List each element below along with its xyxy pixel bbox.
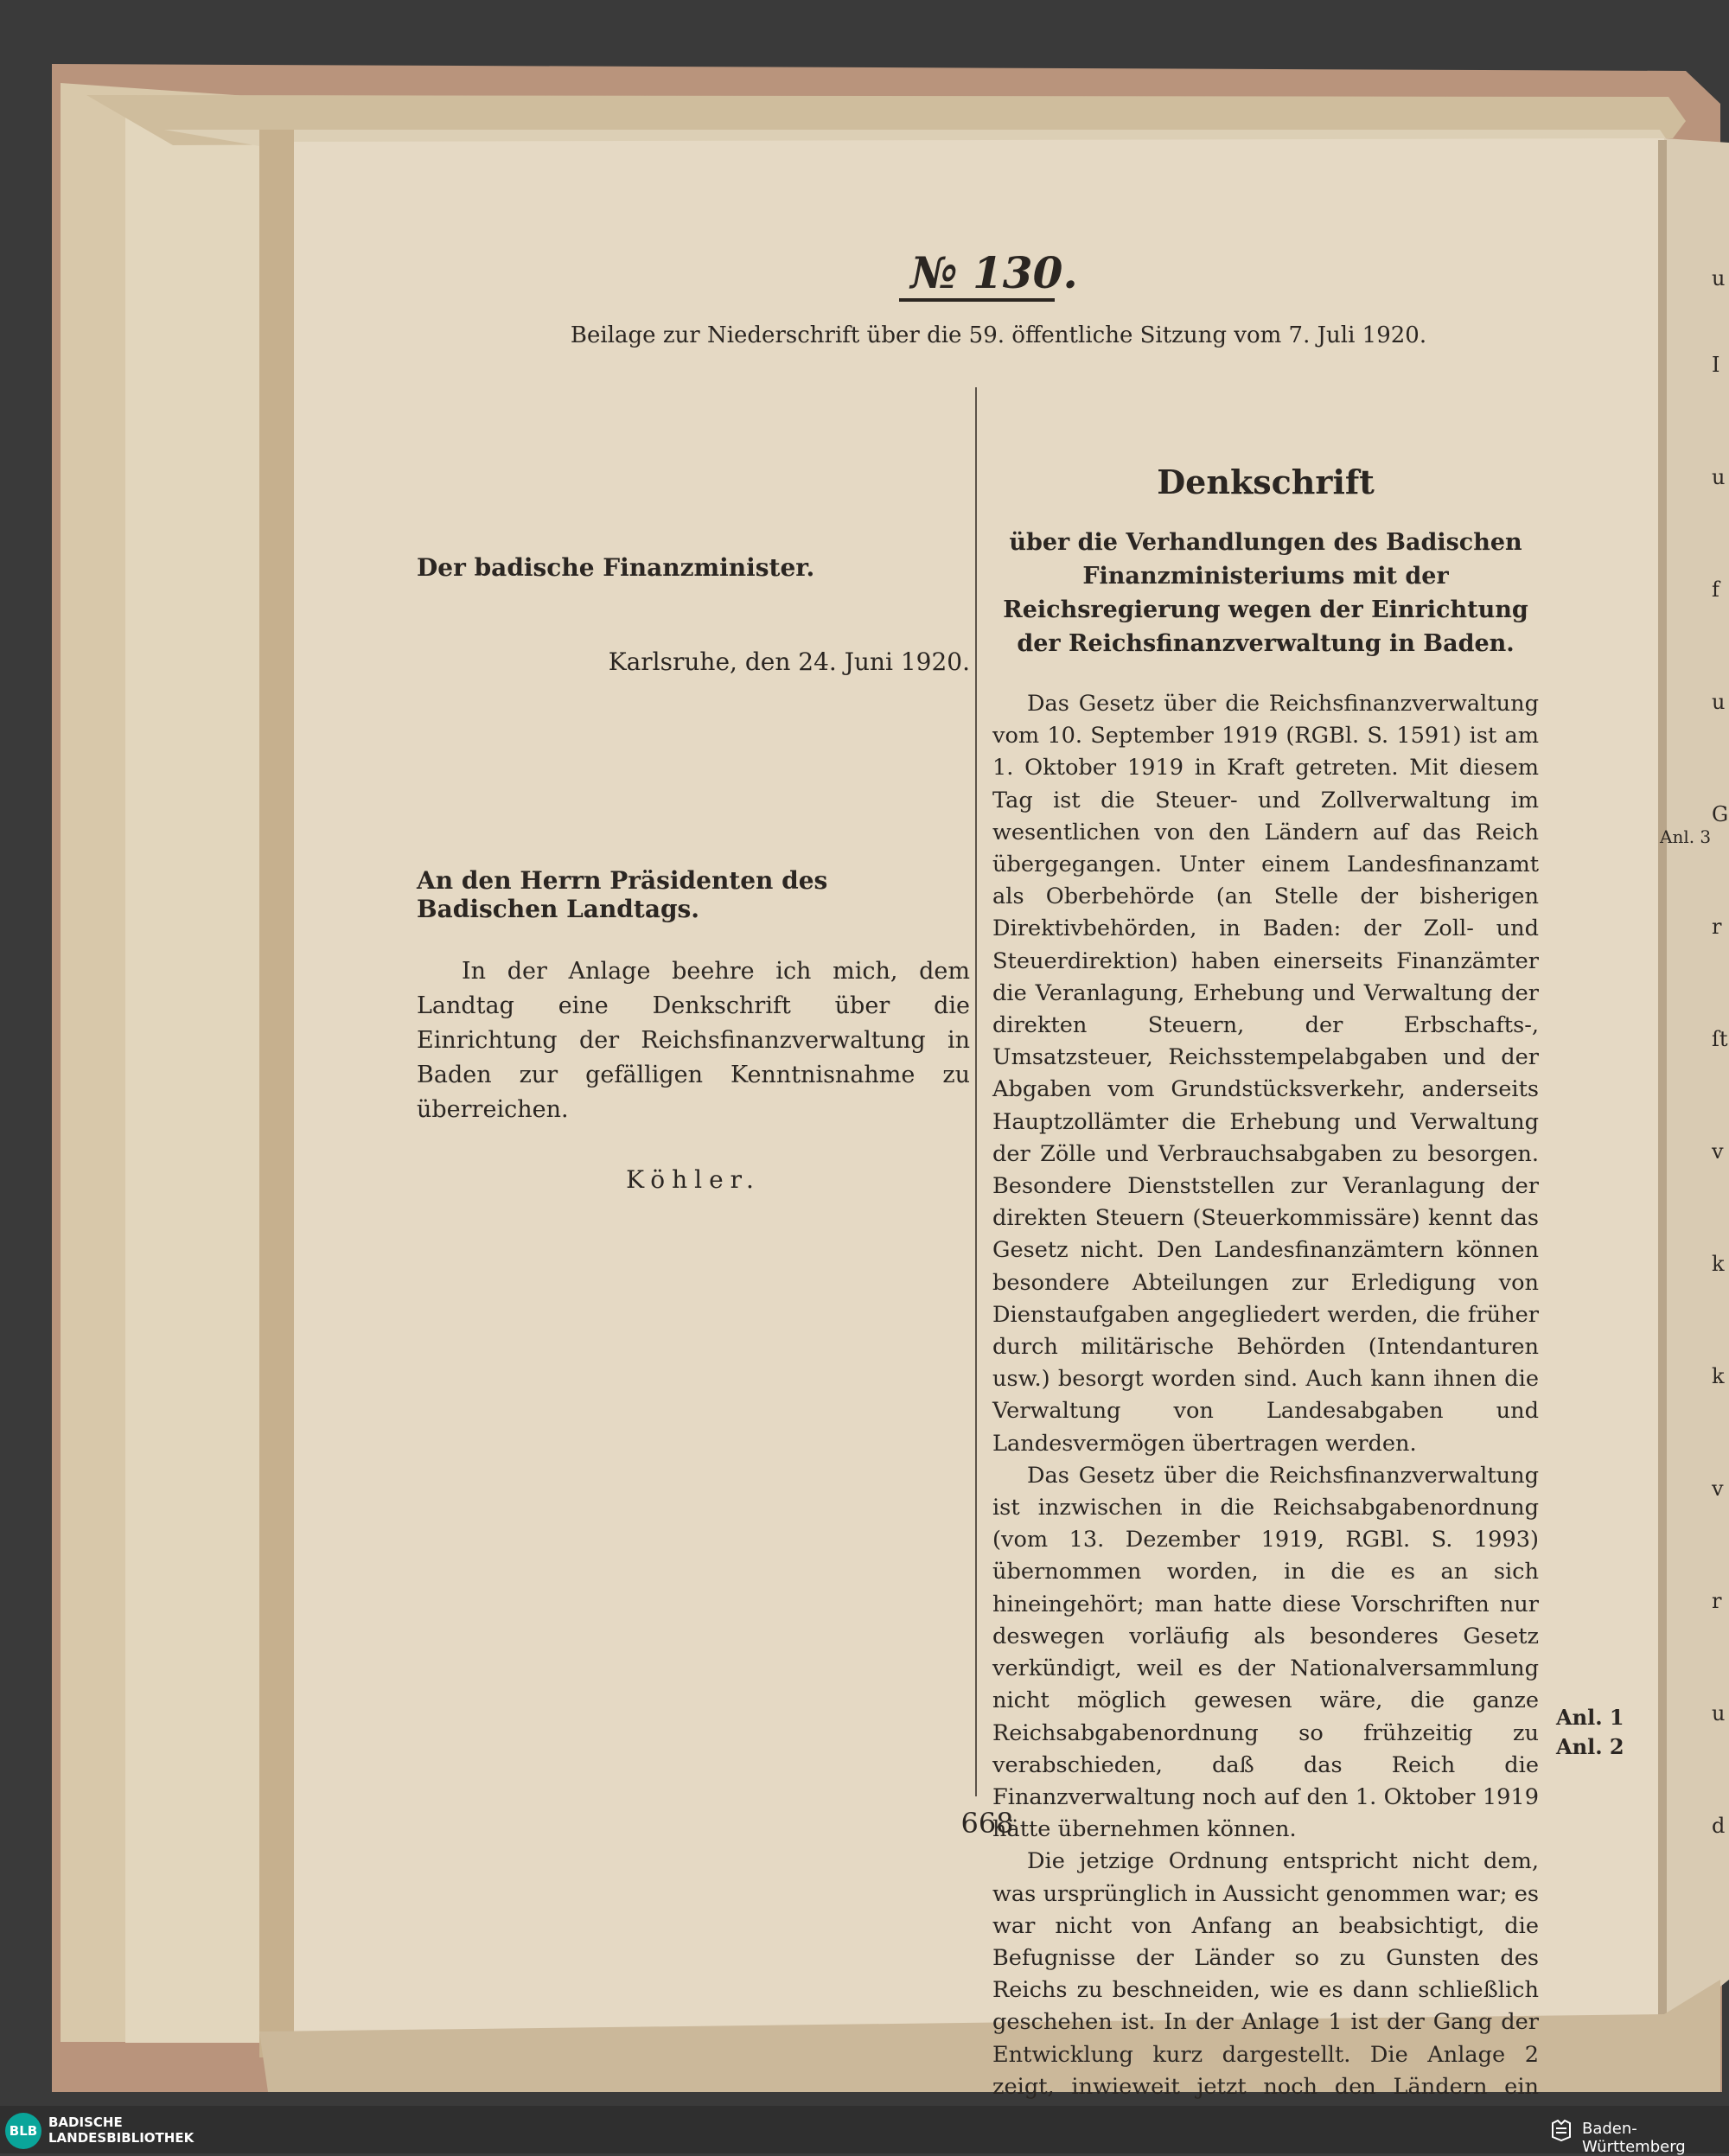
svg-text:v: v [1712, 1477, 1724, 1501]
library-name-line-2: LANDESBIBLIOTHEK [48, 2130, 195, 2146]
memo-paragraph-2: Das Gesetz über die Reichsfinanzverwaltung ist inzwischen in die Reichsabgabenordnung (vom 13. Dezember 1919, RGBl. S. 1993) übernommen worden, in die es an sich hineingehört; man hatte diese Vorschriften nur deswegen vorläufig als besonderes Gesetz verkündigt, weil es der Nationalversammlung nicht möglich gewesen wäre, die ganze Reichsabgabenordnung so frühzeitig zu verabschieden, daß das Reich die Finanzverwaltung noch auf den 1. Oktober 1919 hätte übernehmen können. [992, 1462, 1539, 1843]
letter-place-date: Karlsruhe, den 24. Juni 1920. [608, 647, 970, 676]
blb-logo[interactable]: BLB [5, 2113, 41, 2149]
library-name[interactable] [48, 2115, 194, 2146]
document-subtitle: Beilage zur Niederschrift über die 59. öffentliche Sitzung vom 7. Juli 1920. [570, 322, 1427, 348]
memo-paragraph-3: Die jetzige Ordnung entspricht nicht dem, was ursprünglich in Aussicht genommen war; es war nicht von Anfang an beabsichtigt, die Befugnisse der Länder so zu Gunsten des Reichs zu beschneiden, wie es dann schließlich geschehen ist. In der Anlage 1 ist der Gang der Entwicklung kurz dargestellt. Die Anlage 2 zeigt, inwieweit jetzt noch den Ländern ein [992, 1848, 1539, 2100]
library-name-line-1: BADISCHE [48, 2115, 123, 2130]
svg-text:u: u [1712, 1701, 1726, 1725]
svg-text:Anl. 3: Anl. 3 [1660, 826, 1712, 847]
letter-sender: Der badische Finanzminister. [417, 553, 815, 582]
memorandum [992, 462, 1539, 2135]
memo-title: Denkschrift [1157, 462, 1375, 501]
svg-text:f: f [1712, 577, 1719, 602]
column-divider [975, 387, 977, 1796]
margin-note-anl-2: Anl. 2 [1556, 1734, 1624, 1759]
baden-wuerttemberg-logo-icon[interactable] [1549, 2116, 1577, 2144]
svg-text:ſt: ſt [1712, 1027, 1728, 1051]
letter-signature: Köhler. [626, 1165, 761, 1194]
svg-text:u: u [1712, 266, 1726, 290]
next-page-edge [1664, 138, 1729, 2032]
svg-text:r: r [1712, 1589, 1722, 1613]
svg-text:d: d [1712, 1814, 1726, 1838]
svg-text:u: u [1712, 690, 1726, 714]
margin-note-anl-1: Anl. 1 [1556, 1705, 1624, 1730]
memo-paragraph-1: Das Gesetz über die Reichsfinanzverwaltung vom 10. September 1919 (RGBl. S. 1591) ist am 1. Oktober 1919 in Kraft getreten. Mit diesem Tag ist die Steuer- und Zollverwaltung im wesentlichen von den Ländern auf das Reich übergegangen. Unter einem Landesfinanzamt als Oberbehörde (an Stelle der bisherigen Direktivbehörden, in Baden: der Zoll- und Steuerdirektion) haben einerseits Finanzämter die Veranlagung, Erhebung und Verwaltung der direkten Steuern, der Erbschafts-, Umsatzsteuer, Reichsstempelabgaben und der Abgaben vom Grundstücksverkehr, anderseits Hauptzollämter die Erhebung und Verwaltung der Zölle und Verbrauchsabgaben zu besorgen. Besondere Dienststellen zur Veranlagung der direkten Steuern (Steuerkommissäre) kennt das Gesetz nicht. Den Landesfinanzämtern können besondere Abteilungen zur Erledigung von Dienstaufgaben angegliedert werden, die früher durch militärische Behörden (Intendanturen usw.) besorgt worden sind. Auch kann ihnen die Verwaltung von Landesabgaben und Landesvermögen übertragen werden. [992, 691, 1539, 1457]
svg-text:r: r [1712, 915, 1722, 939]
svg-text:G: G [1712, 802, 1729, 826]
svg-text:k: k [1712, 1252, 1725, 1276]
memo-subtitle: über die Verhandlungen des Badischen Finanzministeriums mit der Reichsregierung wegen der Einrichtung der Reichsfinanzverwaltung in Baden. [1003, 529, 1528, 657]
svg-text:I: I [1712, 353, 1720, 377]
letter-body: In der Anlage beehre ich mich, dem Landtag eine Denkschrift über die Einrichtung der Reichsfinanzverwaltung in Baden zur gefälligen Kenntnisnahme zu überreichen. [417, 958, 970, 1123]
svg-text:v: v [1712, 1139, 1724, 1164]
svg-text:k: k [1712, 1364, 1725, 1388]
title-underline [899, 298, 1055, 302]
document-number: № 130. [910, 247, 1078, 298]
page-number: 668 [960, 1807, 1014, 1840]
letter-addressee: An den Herrn Präsidenten des Badischen Landtags. [417, 866, 828, 923]
svg-text:u: u [1712, 465, 1726, 489]
footer-bar [0, 2106, 1729, 2153]
state-name[interactable]: Baden-Württemberg [1582, 2120, 1686, 2156]
cover-letter [417, 553, 970, 1194]
